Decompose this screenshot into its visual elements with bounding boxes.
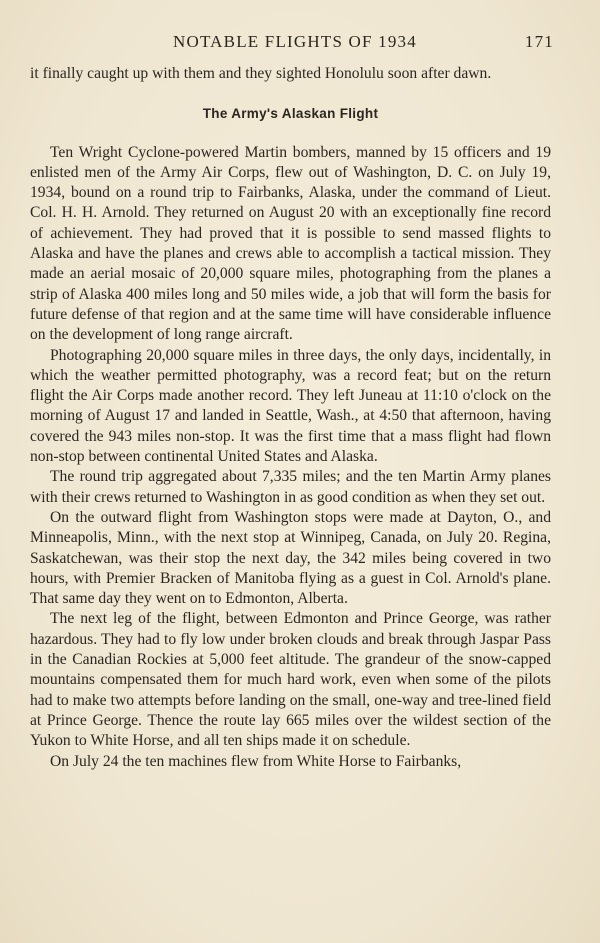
paragraph-4: On the outward flight from Washington stops were made at Dayton, O., and Minneapolis, Minn., with the next stop at Winnipeg, Canada, on July 20. Regina, Saskatchewan, was their stop the next day, the 342 miles being covered in two hours, with Premier Bracken of Manitoba flying as a guest in Col. Arnold's plane. That same day they went on to Edmonton, Alberta. <box>30 508 551 608</box>
paragraph-5: The next leg of the flight, between Edmonton and Prince George, was rather hazardous. They had to fly low under broken clouds and break through Jaspar Pass in the Canadian Rockies at 5,000 feet altitude. The grandeur of the snow-capped mountains compensated them for much hard work, even when some of the pilots had to make two attempts before landing on the small, one-way and tree-lined field at Prince George. Thence the route lay 665 miles over the wildest section of the Yukon to White Horse, and all ten ships made it on schedule. <box>30 610 551 750</box>
paragraph-6: On July 24 the ten machines flew from White Horse to Fairbanks, <box>50 752 462 770</box>
body-text <box>30 64 551 772</box>
page-number: 171 <box>524 32 554 51</box>
continuation-paragraph: it finally caught up with them and they sighted Honolulu soon after dawn. <box>30 65 492 82</box>
paragraph-1: Ten Wright Cyclone-powered Martin bombers, manned by 15 officers and 19 enlisted men of the Army Air Corps, flew out of Washington, D. C. on July 19, 1934, bound on a round trip to Fairbanks, Alaska, under the command of Lieut. Col. H. H. Arnold. They returned on August 20 with an exceptionally fine record of achievement. They had proved that it is possible to send massed flights to Alaska and have the planes and crews able to accomplish a tactical mission. They made an aerial mosaic of 20,000 square miles, photographing from the planes a strip of Alaska 400 miles long and 50 miles wide, a job that will form the basis for future defense of that region and at the same time will have considerable influence on the development of long range aircraft. <box>30 143 551 344</box>
paragraph-2: Photographing 20,000 square miles in three days, the only days, incidentally, in which the weather permitted photography, was a record feat; but on the return flight the Air Corps made another record. They left Juneau at 11:10 o'clock on the morning of August 17 and landed in Seattle, Wash., at 4:50 that afternoon, having covered the 943 miles non-stop. It was the first time that a mass flight had flown non-stop between continental United States and Alaska. <box>30 346 551 466</box>
running-head-title: NOTABLE FLIGHTS OF 1934 <box>173 32 417 51</box>
section-heading: The Army's Alaskan Flight <box>202 106 379 122</box>
paragraph-3: The round trip aggregated about 7,335 miles; and the ten Martin Army planes with their crews returned to Washington in as good condition as when they set out. <box>30 468 551 506</box>
running-head <box>0 32 600 54</box>
